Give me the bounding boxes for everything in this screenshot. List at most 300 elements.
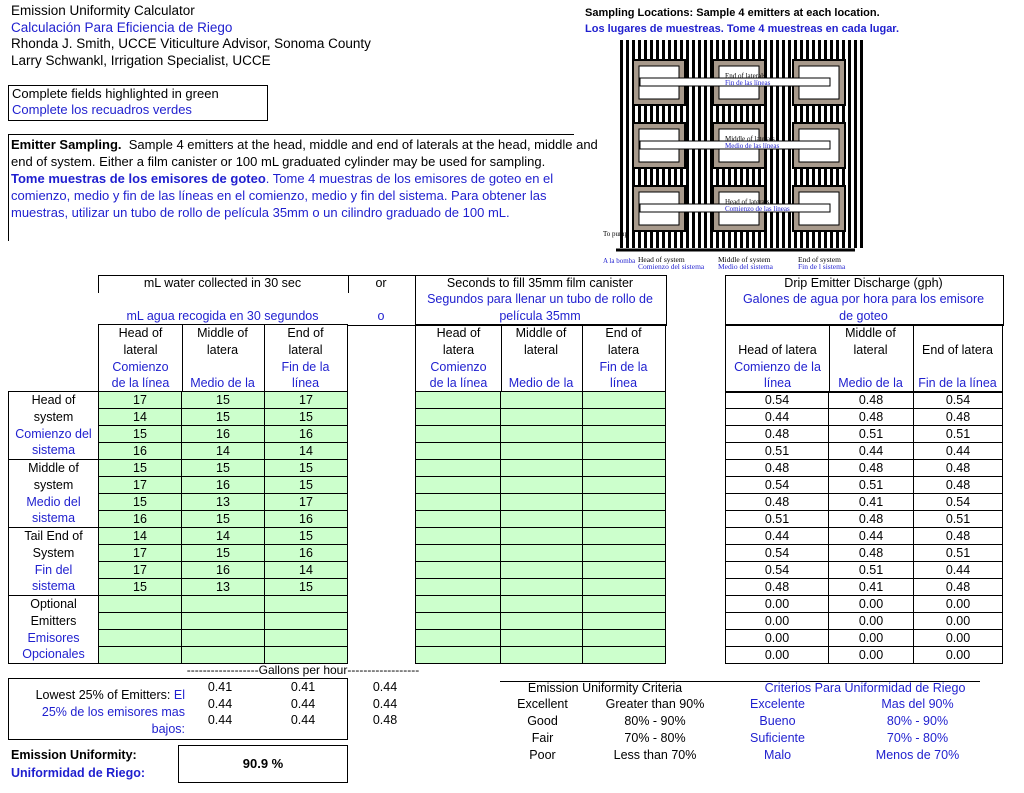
- table-row: [726, 647, 1003, 664]
- discharge-cell: 0.48: [726, 494, 829, 511]
- input-cell[interactable]: [501, 562, 583, 579]
- column-header: [264, 324, 348, 393]
- author-2: Larry Schwankl, Irrigation Specialist, UCCE: [11, 52, 271, 68]
- table-row: [416, 409, 666, 426]
- diagram-row-label-es: Comienzo de las líneas: [725, 205, 790, 213]
- column-header-line: Comienzo: [112, 359, 169, 374]
- lowest-label: [8, 687, 185, 738]
- sampling-text-es: . Tome 4 muestras de los emisores de goteo en el comienzo, medio y fin de las líneas en el comienzo, medio y fin del sistema. Para obtener las muestras, utilizar un tubo de rollo de película 35mm o un cilindro graduado de 100 mL.: [11, 171, 554, 220]
- column-header-line: Comienzo de la: [734, 359, 821, 374]
- input-cell[interactable]: [99, 630, 182, 647]
- column-header: [828, 324, 914, 393]
- criteria-cell: 70% - 80%: [624, 731, 686, 745]
- row-group-label-line: Head of: [31, 393, 76, 407]
- diagram-row-label: Middle of laterals: [725, 135, 775, 143]
- column-header-line: End of: [605, 326, 642, 340]
- input-cell[interactable]: [583, 511, 666, 528]
- eu-label-en: Emission Uniformity:: [11, 748, 137, 762]
- discharge-cell: 0.00: [914, 647, 1003, 664]
- column-header: [725, 324, 830, 393]
- input-cell[interactable]: [501, 494, 583, 511]
- input-cell[interactable]: 16: [265, 426, 348, 443]
- table-row: [99, 545, 348, 562]
- input-cell[interactable]: [583, 630, 666, 647]
- input-cell[interactable]: 15: [99, 426, 182, 443]
- table-row: [99, 562, 348, 579]
- criteria-cell: Malo: [763, 748, 792, 762]
- criteria-cell: Poor: [529, 748, 556, 762]
- input-cell[interactable]: [501, 613, 583, 630]
- discharge-cell: 0.48: [726, 579, 829, 596]
- discharge-cell: 0.44: [726, 409, 829, 426]
- discharge-cell: 0.51: [829, 562, 914, 579]
- input-cell[interactable]: [416, 511, 501, 528]
- discharge-cell: 0.54: [914, 494, 1003, 511]
- input-cell[interactable]: 15: [182, 545, 265, 562]
- input-cell[interactable]: 17: [99, 545, 182, 562]
- discharge-cell: 0.00: [914, 613, 1003, 630]
- table-row: [726, 562, 1003, 579]
- drip-output-table: [725, 391, 1003, 664]
- input-cell[interactable]: 14: [265, 562, 348, 579]
- input-cell[interactable]: 14: [265, 443, 348, 460]
- column-header: [582, 324, 666, 393]
- input-cell[interactable]: [501, 409, 583, 426]
- sec-section-title: Seconds to fill 35mm film canister: [446, 276, 634, 290]
- input-cell[interactable]: [416, 528, 501, 545]
- input-cell[interactable]: 14: [182, 528, 265, 545]
- column-header: [181, 324, 265, 393]
- sampling-heading-es: Tome muestras de los emisores de goteo: [11, 171, 266, 186]
- table-row: [99, 528, 348, 545]
- discharge-cell: 0.48: [829, 409, 914, 426]
- column-header-line: Middle of: [845, 326, 896, 340]
- column-header: [500, 324, 583, 393]
- criteria-cell: Bueno: [759, 714, 796, 728]
- table-row: [416, 494, 666, 511]
- table-row: [99, 647, 348, 664]
- criteria-cell: 80% - 90%: [624, 714, 686, 728]
- discharge-cell: 0.51: [829, 477, 914, 494]
- eu-label: [11, 746, 145, 782]
- drip-section-title: Drip Emitter Discharge (gph): [784, 276, 943, 290]
- ml-input-table: [98, 391, 348, 664]
- discharge-cell: 0.48: [914, 409, 1003, 426]
- sampling-heading: Emitter Sampling.: [11, 137, 122, 152]
- diagram-caption: [585, 5, 899, 37]
- column-header-line: [181, 359, 264, 376]
- column-header-line: Head of: [436, 326, 481, 340]
- input-cell[interactable]: [583, 426, 666, 443]
- input-cell[interactable]: [501, 392, 583, 409]
- input-cell[interactable]: 16: [99, 511, 182, 528]
- discharge-cell: 0.00: [829, 630, 914, 647]
- criteria-cell: 70% - 80%: [886, 731, 949, 745]
- author-1: Rhonda J. Smith, UCCE Viticulture Advisor, Sonoma County: [11, 36, 371, 51]
- input-cell[interactable]: [583, 443, 666, 460]
- input-cell[interactable]: 15: [265, 409, 348, 426]
- column-header-line: Middle of: [515, 326, 567, 340]
- column-header-line: Head of latera: [738, 342, 817, 357]
- table-row: [416, 579, 666, 596]
- lowest-value: 0.44: [290, 696, 316, 711]
- row-group-label-line: Emitters: [30, 613, 77, 628]
- criteria-cell: Mas del 90%: [881, 697, 954, 711]
- column-header-line: lateral: [523, 342, 559, 357]
- input-cell[interactable]: [583, 409, 666, 426]
- discharge-cell: 0.48: [914, 477, 1003, 494]
- input-cell[interactable]: 15: [99, 460, 182, 477]
- table-row: [99, 630, 348, 647]
- table-row: [726, 630, 1003, 647]
- diagram-row-label-es: Medio de las líneas: [725, 142, 780, 150]
- column-header-line: lateral: [288, 342, 323, 357]
- input-cell[interactable]: [501, 426, 583, 443]
- table-row: [416, 562, 666, 579]
- input-cell[interactable]: [416, 477, 501, 494]
- table-row: [99, 426, 348, 443]
- column-header-line: lateral: [123, 342, 158, 357]
- input-cell[interactable]: 17: [265, 392, 348, 409]
- criteria-cell: Excellent: [517, 697, 568, 711]
- discharge-cell: 0.48: [726, 460, 829, 477]
- lowest-label-es2: 25% de los emisores mas: [41, 705, 185, 719]
- input-cell[interactable]: 14: [99, 409, 182, 426]
- table-row: [416, 392, 666, 409]
- input-cell[interactable]: [501, 596, 583, 613]
- input-cell[interactable]: [583, 579, 666, 596]
- head-of-system-label-es: Comienzo del sistema: [638, 262, 705, 271]
- criteria-title-en: Emission Uniformity Criteria: [527, 681, 683, 695]
- instruction-en: Complete fields highlighted in green: [12, 86, 219, 101]
- criteria-cell: Menos de 70%: [875, 748, 960, 762]
- input-cell[interactable]: [501, 477, 583, 494]
- row-group-label-line: system: [33, 409, 74, 424]
- row-group-label-line: Tail End of: [24, 529, 83, 543]
- discharge-cell: 0.51: [726, 511, 829, 528]
- input-cell[interactable]: 15: [265, 528, 348, 545]
- input-cell[interactable]: 13: [182, 579, 265, 596]
- input-cell[interactable]: 15: [99, 579, 182, 596]
- table-row: [416, 528, 666, 545]
- input-cell[interactable]: [583, 392, 666, 409]
- input-cell[interactable]: 16: [182, 426, 265, 443]
- discharge-cell: 0.44: [829, 443, 914, 460]
- column-header-line: [913, 325, 1002, 342]
- column-header-line: latera: [442, 342, 475, 357]
- input-cell[interactable]: 15: [182, 392, 265, 409]
- column-header-line: Medio de la: [190, 376, 255, 391]
- input-cell[interactable]: [583, 596, 666, 613]
- column-header-line: End of latera: [922, 342, 993, 357]
- discharge-cell: 0.00: [726, 647, 829, 664]
- table-row: [726, 596, 1003, 613]
- table-row: [416, 460, 666, 477]
- column-header-line: Middle of: [197, 326, 248, 340]
- discharge-cell: 0.41: [829, 494, 914, 511]
- column-header-line: [726, 325, 829, 342]
- input-cell[interactable]: [416, 562, 501, 579]
- input-cell[interactable]: [501, 511, 583, 528]
- discharge-cell: 0.00: [726, 630, 829, 647]
- criteria-cell: Suficiente: [750, 731, 805, 745]
- column-header-line: línea: [763, 376, 792, 391]
- input-cell[interactable]: [501, 460, 583, 477]
- input-cell[interactable]: [265, 613, 348, 630]
- input-cell[interactable]: [501, 630, 583, 647]
- table-row: [99, 460, 348, 477]
- end-of-system-label: End of system: [798, 255, 841, 264]
- table-row: [416, 647, 666, 664]
- input-cell[interactable]: [99, 613, 182, 630]
- input-cell[interactable]: 17: [99, 562, 182, 579]
- column-header-line: Medio de la: [838, 376, 903, 391]
- end-of-system-label-es: Fin de l sistema: [798, 262, 846, 271]
- table-row: [416, 426, 666, 443]
- criteria-cell: Excelente: [750, 697, 805, 711]
- input-cell[interactable]: [265, 596, 348, 613]
- lowest-value: 0.44: [372, 680, 398, 694]
- discharge-cell: 0.51: [829, 426, 914, 443]
- table-row: [416, 630, 666, 647]
- input-cell[interactable]: [501, 528, 583, 545]
- input-cell[interactable]: 16: [265, 545, 348, 562]
- input-cell[interactable]: [583, 613, 666, 630]
- discharge-cell: 0.48: [914, 460, 1003, 477]
- to-pump-label: To pump: [603, 230, 628, 238]
- or-label: or: [375, 276, 387, 290]
- app-title-es: Calculación Para Eficiencia de Riego: [11, 19, 233, 35]
- header-block: [11, 3, 371, 69]
- discharge-cell: 0.51: [726, 443, 829, 460]
- row-group-label: [8, 391, 98, 460]
- input-cell[interactable]: [583, 494, 666, 511]
- row-group-label-line: Fin del: [34, 562, 73, 577]
- row-group-label-line: sistema: [31, 443, 76, 458]
- input-cell[interactable]: 16: [182, 562, 265, 579]
- input-cell[interactable]: [416, 460, 501, 477]
- diagram-caption-en: Sampling Locations: Sample 4 emitters at each location.: [585, 7, 880, 19]
- table-row: [726, 392, 1003, 409]
- input-cell[interactable]: [416, 443, 501, 460]
- input-cell[interactable]: [501, 443, 583, 460]
- discharge-cell: 0.44: [914, 562, 1003, 579]
- table-row: [99, 443, 348, 460]
- table-row: [99, 511, 348, 528]
- input-cell[interactable]: [99, 596, 182, 613]
- input-cell[interactable]: 15: [182, 460, 265, 477]
- criteria-cell: Good: [527, 714, 558, 728]
- diagram-row-label: End of laterals: [725, 72, 766, 80]
- discharge-cell: 0.51: [914, 545, 1003, 562]
- table-row: [99, 596, 348, 613]
- input-cell[interactable]: [501, 545, 583, 562]
- row-group-label: [8, 528, 98, 596]
- discharge-cell: 0.54: [726, 562, 829, 579]
- input-cell[interactable]: 15: [182, 409, 265, 426]
- input-cell[interactable]: [182, 596, 265, 613]
- eu-label-es: Uniformidad de Riego:: [11, 766, 146, 780]
- lowest-value: 0.41: [207, 680, 233, 694]
- input-cell[interactable]: [416, 545, 501, 562]
- discharge-cell: 0.48: [829, 511, 914, 528]
- input-cell[interactable]: [583, 562, 666, 579]
- ml-section-title-es: mL agua recogida en 30 segundos: [126, 309, 319, 323]
- discharge-cell: 0.44: [829, 528, 914, 545]
- row-group-label-line: sistema: [31, 579, 76, 594]
- input-cell[interactable]: 17: [99, 477, 182, 494]
- criteria-title-es: Criterios Para Uniformidad de Riego: [764, 681, 966, 695]
- table-row: [416, 545, 666, 562]
- column-header-line: latera: [206, 342, 239, 357]
- input-cell[interactable]: 15: [182, 511, 265, 528]
- column-header-line: Fin de la: [281, 359, 330, 374]
- ml-section-title: mL water collected in 30 sec: [143, 276, 302, 290]
- sampling-instructions: [11, 136, 603, 221]
- input-cell[interactable]: 17: [99, 392, 182, 409]
- table-row: [99, 613, 348, 630]
- input-cell[interactable]: [416, 613, 501, 630]
- discharge-cell: 0.48: [914, 579, 1003, 596]
- table-row: [726, 409, 1003, 426]
- drip-section-title-es: Galones de agua por hora para los emisore: [742, 292, 985, 306]
- table-row: [416, 511, 666, 528]
- or-column-body: [347, 391, 416, 663]
- instruction-box: [8, 85, 268, 121]
- column-header-line: Head of: [118, 326, 163, 340]
- discharge-cell: 0.00: [914, 596, 1003, 613]
- input-cell[interactable]: [99, 647, 182, 664]
- input-cell[interactable]: 15: [99, 494, 182, 511]
- input-cell[interactable]: [265, 630, 348, 647]
- input-cell[interactable]: [583, 528, 666, 545]
- sec-section-title-es2: película 35mm: [499, 309, 581, 323]
- lowest-label-en: Lowest 25% of Emitters:: [35, 688, 171, 702]
- discharge-cell: 0.00: [829, 647, 914, 664]
- diagram-row-label: Head of laterals: [725, 198, 770, 206]
- criteria-cell: 80% - 90%: [886, 714, 949, 728]
- discharge-cell: 0.48: [914, 528, 1003, 545]
- table-row: [726, 579, 1003, 596]
- input-cell[interactable]: 15: [265, 460, 348, 477]
- input-cell[interactable]: [501, 647, 583, 664]
- row-label-column: [8, 391, 98, 664]
- input-cell[interactable]: 13: [182, 494, 265, 511]
- discharge-cell: 0.54: [726, 477, 829, 494]
- row-group-label: [8, 460, 98, 528]
- input-cell[interactable]: [416, 579, 501, 596]
- or-label-es: o: [377, 309, 385, 323]
- row-group-label-line: sistema: [31, 511, 76, 526]
- input-cell[interactable]: 16: [265, 511, 348, 528]
- input-cell[interactable]: [583, 647, 666, 664]
- table-row: [99, 392, 348, 409]
- discharge-cell: 0.54: [726, 392, 829, 409]
- row-group-label-line: System: [32, 545, 75, 560]
- lowest-value: 0.44: [290, 713, 316, 727]
- input-cell[interactable]: [416, 647, 501, 664]
- column-header-line: latera: [607, 342, 640, 357]
- input-cell[interactable]: 14: [99, 528, 182, 545]
- input-cell[interactable]: 15: [265, 579, 348, 596]
- column-header-line: [828, 359, 913, 376]
- input-cell[interactable]: 16: [99, 443, 182, 460]
- row-group-label-line: Optional: [30, 597, 77, 611]
- column-header-line: Fin de la línea: [918, 376, 997, 391]
- input-cell[interactable]: 16: [182, 477, 265, 494]
- discharge-cell: 0.48: [829, 545, 914, 562]
- input-cell[interactable]: [583, 460, 666, 477]
- criteria-cell: Less than 70%: [613, 748, 697, 762]
- table-row: [726, 511, 1003, 528]
- sampling-diagram: [600, 38, 870, 273]
- input-cell[interactable]: [416, 392, 501, 409]
- table-row: [726, 460, 1003, 477]
- column-header-line: línea: [291, 376, 320, 391]
- discharge-cell: 0.00: [726, 613, 829, 630]
- discharge-cell: 0.00: [829, 596, 914, 613]
- input-cell[interactable]: [583, 477, 666, 494]
- input-cell[interactable]: 15: [265, 477, 348, 494]
- column-header-line: de la línea: [429, 376, 488, 391]
- discharge-cell: 0.54: [726, 545, 829, 562]
- input-cell[interactable]: [416, 494, 501, 511]
- table-row: [726, 477, 1003, 494]
- table-row: [99, 494, 348, 511]
- input-cell[interactable]: [583, 545, 666, 562]
- lowest-value: 0.44: [207, 713, 233, 727]
- app-title: Emission Uniformity Calculator: [11, 3, 195, 18]
- table-row: [726, 494, 1003, 511]
- input-cell[interactable]: [416, 409, 501, 426]
- input-cell[interactable]: [182, 647, 265, 664]
- discharge-cell: 0.00: [914, 630, 1003, 647]
- discharge-cell: 0.48: [726, 426, 829, 443]
- table-row: [99, 579, 348, 596]
- table-row: [416, 443, 666, 460]
- input-cell[interactable]: [182, 630, 265, 647]
- input-cell[interactable]: [501, 579, 583, 596]
- input-cell[interactable]: [416, 596, 501, 613]
- discharge-cell: 0.44: [726, 528, 829, 545]
- column-header: [913, 324, 1003, 393]
- input-cell[interactable]: [182, 613, 265, 630]
- row-group-label-line: Comienzo del: [15, 426, 92, 441]
- row-group-label-line: system: [33, 477, 74, 492]
- sec-section-title-es: Segundos para llenar un tubo de rollo de: [427, 292, 653, 306]
- column-header-line: de la línea: [111, 376, 170, 391]
- column-header: [98, 324, 183, 393]
- input-cell[interactable]: [416, 426, 501, 443]
- input-cell[interactable]: [416, 630, 501, 647]
- discharge-cell: 0.51: [914, 426, 1003, 443]
- lowest-value: 0.48: [372, 713, 398, 727]
- input-cell[interactable]: 14: [182, 443, 265, 460]
- table-row: [99, 477, 348, 494]
- row-group-label-line: Medio del: [26, 494, 81, 509]
- table-row: [726, 426, 1003, 443]
- middle-of-system-label-es: Medio del sistema: [718, 262, 773, 271]
- input-cell[interactable]: 17: [265, 494, 348, 511]
- criteria-cell: Greater than 90%: [605, 697, 705, 711]
- input-cell[interactable]: [265, 647, 348, 664]
- column-header-line: lateral: [853, 342, 888, 357]
- head-of-system-label: Head of system: [638, 255, 685, 264]
- row-group-label-line: Middle of: [28, 461, 79, 475]
- discharge-cell: 0.54: [914, 392, 1003, 409]
- seconds-input-table: [415, 391, 666, 664]
- column-header-line: [500, 359, 582, 376]
